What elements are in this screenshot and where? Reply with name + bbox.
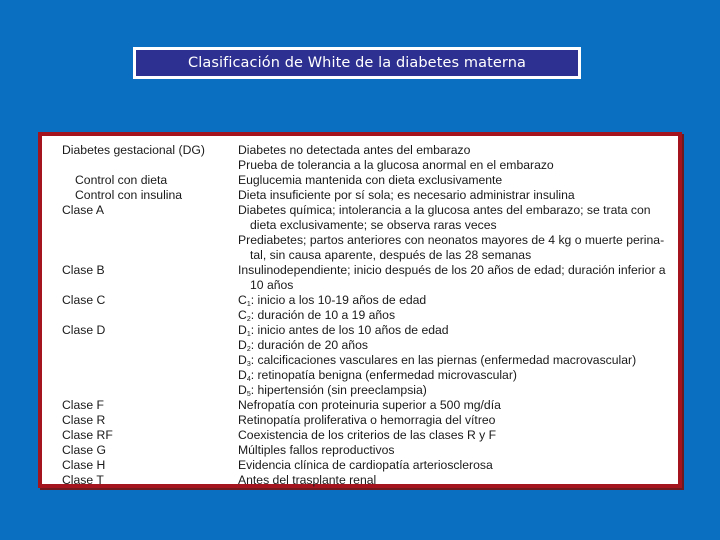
subclass-text: : duración de 20 años [250, 338, 368, 352]
table-row [42, 293, 678, 308]
subclass-text: : inicio a los 10-19 años de edad [250, 293, 427, 307]
table-row [42, 413, 678, 428]
subclass-index: 3 [246, 361, 251, 368]
subclass-symbol: D [238, 323, 247, 337]
subclass-symbol: D [238, 383, 247, 397]
table-row [42, 308, 678, 323]
white-classification-table [38, 132, 682, 488]
row-class-label: Clase R [62, 413, 106, 427]
row-class-label: Clase F [62, 398, 104, 412]
row-class-label: Clase C [62, 293, 106, 307]
subclass-text: : inicio antes de los 10 años de edad [250, 323, 449, 337]
row-description: Coexistencia de los criterios de las clases R y F [238, 428, 497, 442]
row-description [238, 293, 426, 308]
subclass-symbol: D [238, 338, 247, 352]
table-row [42, 218, 678, 233]
table-row [42, 368, 678, 383]
table-row [42, 428, 678, 443]
row-description [238, 383, 427, 398]
table-row [42, 398, 678, 413]
table-row [42, 278, 678, 293]
row-description: Nefropatía con proteinuria superior a 500 mg/día [238, 398, 501, 412]
table-row [42, 263, 678, 278]
row-description [238, 338, 368, 353]
subclass-symbol: D [238, 353, 247, 367]
row-description: Evidencia clínica de cardiopatía arteriosclerosa [238, 458, 493, 472]
row-class-label: Clase RF [62, 428, 113, 442]
row-description: Antes del trasplante renal [238, 473, 377, 487]
row-description: tal, sin causa aparente, después de las 28 semanas [250, 248, 532, 262]
row-class-label: Control con dieta [75, 173, 168, 187]
subclass-text: : hipertensión (sin preeclampsia) [250, 383, 427, 397]
table-row [42, 158, 678, 173]
row-description: dieta exclusivamente; se observa raras veces [250, 218, 497, 232]
row-description: Diabetes química; intolerancia a la glucosa antes del embarazo; se trata con [238, 203, 651, 217]
subclass-text: : duración de 10 a 19 años [250, 308, 396, 322]
table-row [42, 188, 678, 203]
table-row [42, 338, 678, 353]
table-row [42, 383, 678, 398]
row-description: Retinopatía proliferativa o hemorragia del vítreo [238, 413, 496, 427]
table-row [42, 323, 678, 338]
slide-title: Clasificación de White de la diabetes materna [133, 47, 581, 79]
subclass-index: 1 [246, 331, 251, 338]
subclass-index: 1 [246, 301, 251, 308]
table-row [42, 143, 678, 158]
row-description: 10 años [250, 278, 294, 292]
table-row [42, 353, 678, 368]
table-row [42, 173, 678, 188]
row-description [238, 323, 449, 338]
row-description: Prediabetes; partos anteriores con neonatos mayores de 4 kg o muerte perina- [238, 233, 665, 247]
row-description [238, 368, 517, 383]
table-row [42, 458, 678, 473]
subclass-index: 2 [246, 346, 251, 353]
table-rows [42, 143, 678, 488]
row-description: Prueba de tolerancia a la glucosa anormal en el embarazo [238, 158, 554, 172]
subclass-symbol: C [238, 293, 247, 307]
row-description: Insulinodependiente; inicio después de los 20 años de edad; duración inferior a [238, 263, 666, 277]
table-row [42, 443, 678, 458]
row-class-label: Control con insulina [75, 188, 183, 202]
row-class-label: Clase G [62, 443, 107, 457]
row-class-label: Clase T [62, 473, 104, 487]
table-row [42, 233, 678, 248]
row-description: Euglucemia mantenida con dieta exclusivamente [238, 173, 503, 187]
row-description [238, 308, 395, 323]
row-class-label: Clase B [62, 263, 105, 277]
row-description: Múltiples fallos reproductivos [238, 443, 395, 457]
row-class-label: Clase D [62, 323, 106, 337]
table-row [42, 203, 678, 218]
row-description: Dieta insuficiente por sí sola; es necesario administrar insulina [238, 188, 575, 202]
subclass-text: : retinopatía benigna (enfermedad microvascular) [250, 368, 517, 382]
subclass-index: 5 [246, 391, 251, 398]
row-class-label: Clase H [62, 458, 106, 472]
subclass-symbol: C [238, 308, 247, 322]
row-class-label: Clase A [62, 203, 105, 217]
row-description [238, 353, 636, 368]
subclass-index: 4 [246, 376, 251, 383]
table-row [42, 248, 678, 263]
table-row [42, 473, 678, 488]
subclass-index: 2 [246, 316, 251, 323]
subclass-symbol: D [238, 368, 247, 382]
row-class-label: Diabetes gestacional (DG) [62, 143, 205, 157]
subclass-text: : calcificaciones vasculares en las piernas (enfermedad macrovascular) [250, 353, 637, 367]
row-description: Diabetes no detectada antes del embarazo [238, 143, 471, 157]
